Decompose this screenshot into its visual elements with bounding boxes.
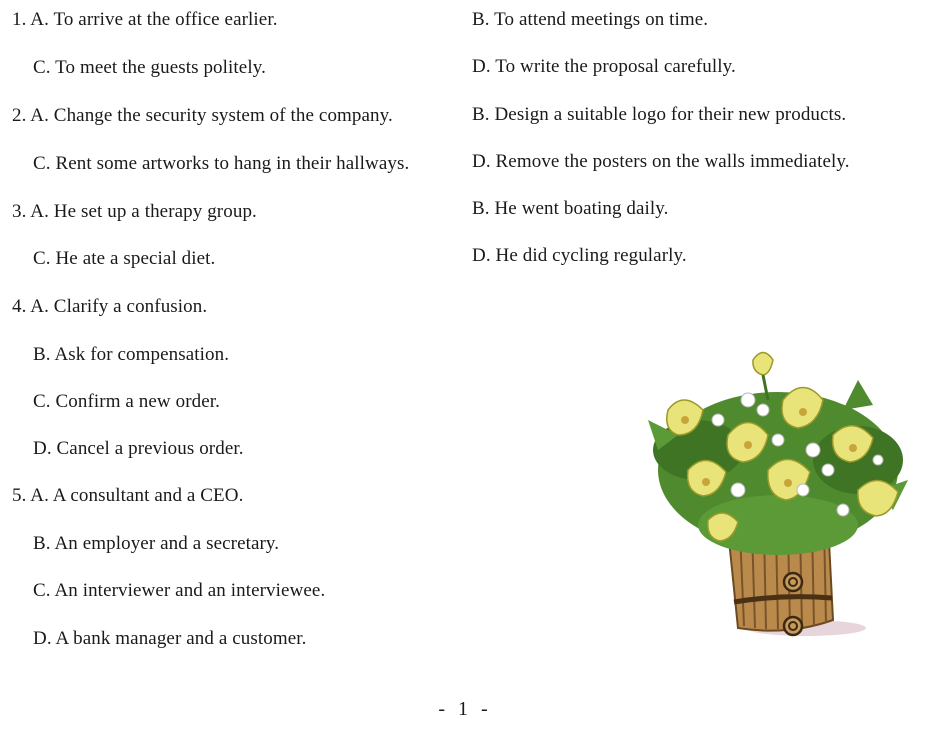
question-2-option-a [12,104,393,128]
option-label: B. [472,198,490,219]
option-text: An employer and a secretary. [54,533,280,554]
question-4-option-d [33,437,244,461]
option-text: He set up a therapy group. [53,201,257,222]
option-label: A. [30,9,49,30]
question-1-option-a [12,8,278,32]
question-number: 3. [12,201,27,222]
option-label: B. [472,9,490,30]
option-text: Ask for compensation. [54,344,230,365]
question-3-option-c [33,247,215,271]
question-1-option-c [33,56,266,80]
option-text: Design a suitable logo for their new products. [494,104,847,125]
flower-basket-icon [628,340,923,650]
option-label: A. [30,201,49,222]
question-2-option-b [472,103,846,127]
option-text: Clarify a confusion. [53,296,208,317]
option-label: B. [33,533,51,554]
option-text: To meet the guests politely. [55,57,266,78]
option-text: To attend meetings on time. [494,9,709,30]
question-3-option-a [12,200,257,224]
option-text: He went boating daily. [494,198,669,219]
option-text: A bank manager and a customer. [55,628,307,649]
question-4-option-a [12,295,207,319]
question-2-option-d [472,150,850,174]
question-number: 5. [12,485,27,506]
option-label: D. [33,628,52,649]
option-text: An interviewer and an interviewee. [54,580,326,601]
option-text: Rent some artworks to hang in their hallways. [55,153,410,174]
option-text: He did cycling regularly. [495,245,687,266]
option-label: D. [472,56,491,77]
option-label: A. [30,485,49,506]
option-label: A. [30,105,49,126]
question-3-option-d [472,244,687,268]
question-3-option-b [472,197,669,221]
question-2-option-c [33,152,409,176]
option-label: B. [33,344,51,365]
question-5-option-a [12,484,243,508]
question-number: 1. [12,9,27,30]
question-4-option-c [33,390,220,414]
option-text: A consultant and a CEO. [52,485,244,506]
option-label: C. [33,57,51,78]
question-number: 2. [12,105,27,126]
option-label: D. [33,438,52,459]
option-label: C. [33,153,51,174]
question-number: 4. [12,296,27,317]
option-text: Cancel a previous order. [56,438,244,459]
page-number: - 1 - [438,698,492,720]
option-label: C. [33,248,51,269]
option-label: A. [30,296,49,317]
option-text: To arrive at the office earlier. [53,9,278,30]
option-text: He ate a special diet. [55,248,216,269]
question-5-option-b [33,532,279,556]
option-label: C. [33,391,51,412]
option-text: Change the security system of the company. [53,105,393,126]
option-label: C. [33,580,51,601]
question-5-option-d [33,627,306,651]
question-1-option-b [472,8,708,32]
question-5-option-c [33,579,325,603]
question-1-option-d [472,55,736,79]
option-label: D. [472,245,491,266]
option-text: Confirm a new order. [55,391,220,412]
option-text: Remove the posters on the walls immediately. [495,151,850,172]
option-label: D. [472,151,491,172]
option-label: B. [472,104,490,125]
question-4-option-b [33,343,229,367]
option-text: To write the proposal carefully. [495,56,736,77]
